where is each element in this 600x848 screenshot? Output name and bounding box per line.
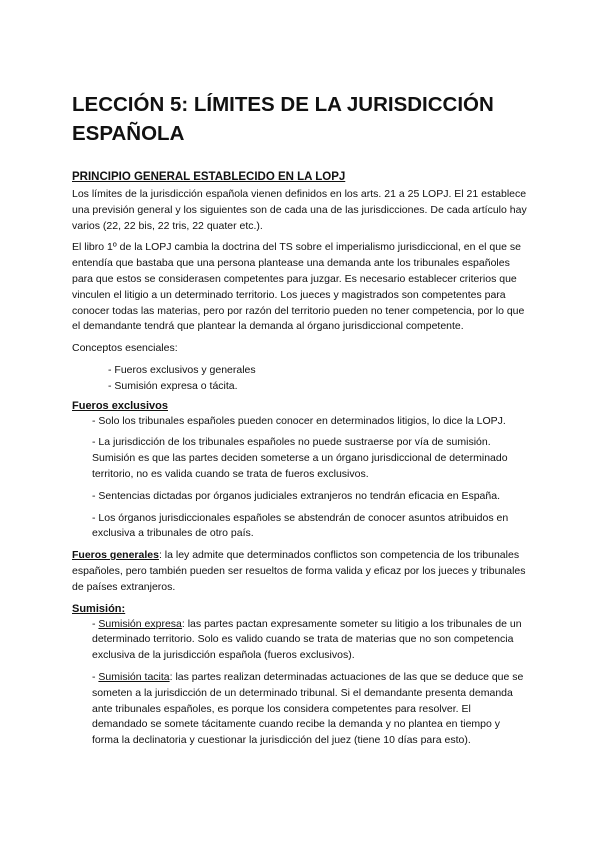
term-sumision-tacita: Sumisión tacita <box>98 670 170 683</box>
subheading-fueros-exclusivos: Fueros exclusivos <box>72 399 168 412</box>
sumision-heading-suffix: : <box>121 602 126 615</box>
list-item: - Sumisión expresa o tácita. <box>108 379 238 392</box>
list-item-sumision-expresa <box>72 617 528 664</box>
term-sumision-expresa: Sumisión expresa <box>98 617 182 630</box>
conceptos-list <box>72 363 528 395</box>
sumision-expresa-text: : las partes pactan expresamente someter su litigio a los tribunales de un determinado territorio. Solo es valido cuando se trata de materias que no son competencia exclusiva de la jurisdicción española (fueros exclusivos). <box>92 617 522 662</box>
paragraph-libro: El libro 1º de la LOPJ cambia la doctrina del TS sobre el imperialismo jurisdiccional, en el que se entendía que bastaba que una persona plantease una demanda ante los tribunales españoles para que estos se considerasen competentes para juzgar. Es necesario establecer criterios que vinculen el litigio a un determinado territorio. Los jueces y magistrados son competentes para conocer todas las materias, pero por razón del territorio pueden no tener competencia, por lo que el demandante tendrá que plantear la demanda al órgano jurisdiccional competente. <box>72 241 525 333</box>
list-item: - Solo los tribunales españoles pueden conocer en determinados litigios, lo dice la LOPJ. <box>92 414 506 427</box>
paragraph-fueros-generales <box>72 548 528 595</box>
sumision-tacita-text: : las partes realizan determinadas actuaciones de las que se deduce que se someten a la jurisdicción de un determinado tribunal. Si el demandante presenta demanda ante tribunales españoles, es porque los considera competentes para resolver. El demandado se somete tácitamente cuando recibe la demanda y no plantea en tiempo y forma la declinatoria y cuestionar la jurisdicción del juez (tiene 10 días para esto). <box>92 670 524 747</box>
list-item: - Fueros exclusivos y generales <box>108 363 256 376</box>
list-item: - Los órganos jurisdiccionales españoles se abstendrán de conocer asuntos atribuidos en exclusiva a tribunales de otro país. <box>92 511 509 540</box>
subheading-sumision <box>72 602 528 617</box>
paragraph-limites: Los límites de la jurisdicción española vienen definidos en los arts. 21 a 25 LOPJ. El 21 establece una previsión general y los siguientes son de cada una de las jurisdicciones. De cada artículo hay varios (22, 22 bis, 22 tris, 22 quater etc.). <box>72 188 527 232</box>
list-item: - La jurisdicción de los tribunales españoles no puede sustraerse por vía de sumisión. Sumisión es que las partes deciden someterse a un órgano jurisdiccional de determinado territorio, no es valida cuando se trata de fueros exclusivos. <box>92 436 508 480</box>
list-dash: - <box>92 617 99 630</box>
fueros-generales-text: : la ley admite que determinados conflictos son competencia de los tribunales españoles, pero también pueden ser resueltos de forma valida y eficaz por los jueces y tribunales de países extranjeros. <box>72 549 526 593</box>
list-item: - Sentencias dictadas por órganos judiciales extranjeros no tendrán eficacia en España. <box>92 489 500 502</box>
section-heading-principio: PRINCIPIO GENERAL ESTABLECIDO EN LA LOPJ <box>72 171 346 183</box>
subheading-fueros-generales: Fueros generales <box>72 549 159 562</box>
page-title: LECCIÓN 5: LÍMITES DE LA JURISDICCIÓN ESPAÑOLA <box>72 93 494 145</box>
list-dash: - <box>92 670 99 683</box>
sumision-heading-text: Sumisión <box>72 602 122 615</box>
paragraph-conceptos: Conceptos esenciales: <box>72 342 178 355</box>
list-item-sumision-tacita <box>72 670 528 749</box>
document-page <box>72 90 528 755</box>
